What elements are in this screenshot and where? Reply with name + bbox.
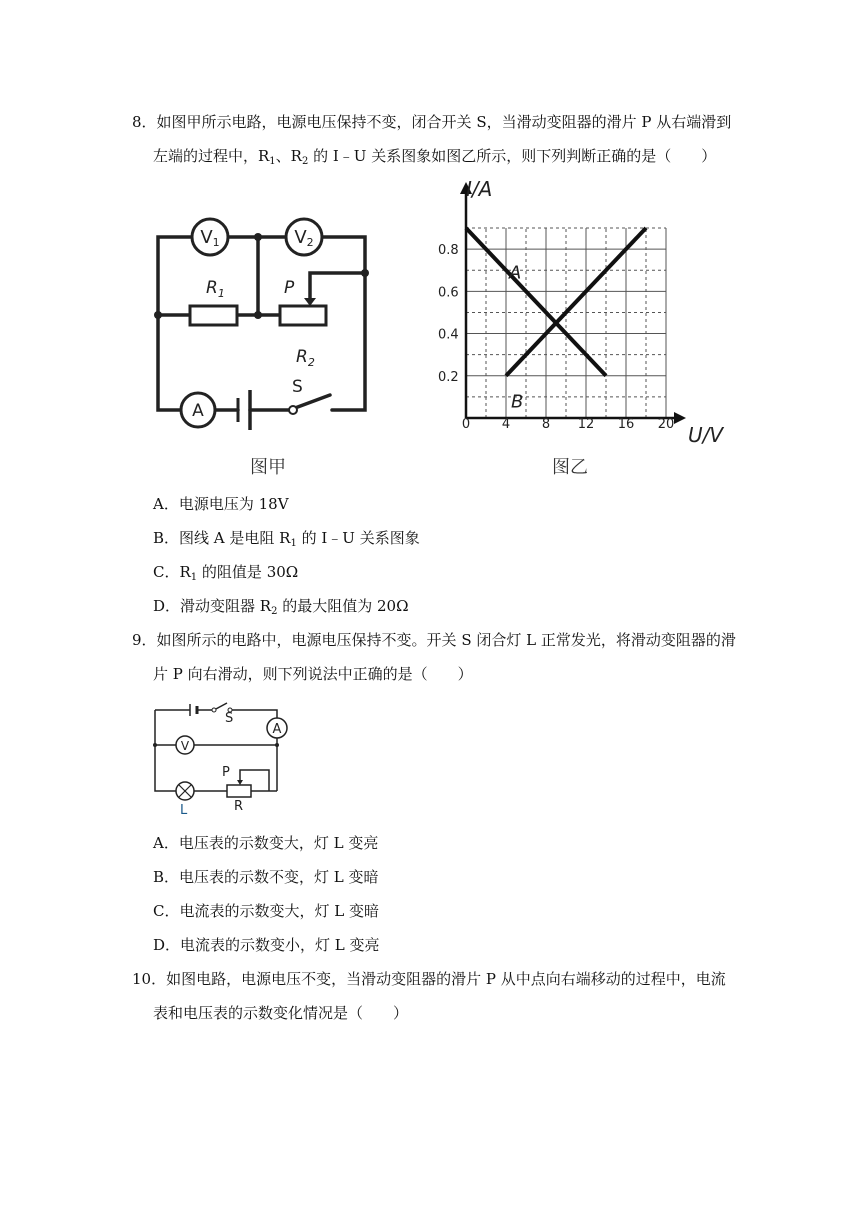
rheostat-label: R xyxy=(234,799,244,814)
q10-line-1: 10．如图电路，电源电压不变，当滑动变阻器的滑片 P 从中点向右端移动的过程中，电流 xyxy=(132,970,726,988)
series-b-label: B xyxy=(511,391,524,413)
figure-caption-a: 图甲 xyxy=(250,457,286,478)
q9-option-a: A．电压表的示数变大，灯 L 变亮 xyxy=(153,834,379,852)
x-axis-arrow xyxy=(674,412,686,424)
chart-tick-labels xyxy=(438,243,674,432)
chart-grid xyxy=(466,228,666,418)
q8-option-d: D．滑动变阻器 $R_2$ 的最大阻值为 20Ω xyxy=(153,597,409,617)
q9-option-d: D．电流表的示数变小，灯 L 变亮 xyxy=(153,936,380,954)
q9-line-1: 9．如图所示的电路中，电源电压保持不变。开关 S 闭合灯 L 正常发光，将滑动变阻器的滑 xyxy=(132,631,736,649)
y-tick-label: 0.6 xyxy=(438,285,459,301)
circuit-diagram-a xyxy=(150,200,380,485)
q9-option-b: B．电压表的示数不变，灯 L 变暗 xyxy=(153,868,379,886)
y-axis-label: I/A xyxy=(466,180,493,201)
q9-line-2: 片 P 向右滑动，则下列说法中正确的是（ ） xyxy=(153,665,473,683)
slider-label: P xyxy=(222,765,230,780)
lamp-label: L xyxy=(180,803,188,818)
chart-series xyxy=(466,228,646,376)
y-tick-label: 0.2 xyxy=(438,369,459,385)
voltmeter-label: V xyxy=(180,739,190,753)
s-label: S xyxy=(292,377,303,397)
iu-chart xyxy=(430,180,740,480)
ammeter-label: A xyxy=(192,401,204,421)
q8-option-b: B．图线 A 是电阻 $R_1$ 的 I﹣U 关系图象 xyxy=(153,529,420,549)
x-tick-label: 12 xyxy=(577,417,595,432)
q8-option-a: A．电源电压为 18V xyxy=(153,495,289,513)
switch-label: S xyxy=(225,711,234,726)
r2-label: $R_2$ xyxy=(296,347,315,369)
q10-line-2: 表和电压表的示数变化情况是（ ） xyxy=(153,1004,409,1022)
q8-option-c: C．$R_1$ 的阻值是 30Ω xyxy=(153,563,299,583)
v1-label: V1 xyxy=(200,227,220,249)
ammeter-label: A xyxy=(272,722,282,737)
y-tick-label: 0.4 xyxy=(438,327,459,343)
circuit-diagram-9 xyxy=(150,700,295,825)
r1-label: $R_1$ xyxy=(206,278,225,300)
q8-line-2: 左端的过程中，$R_1$、$R_2$ 的 I﹣U 关系图象如图乙所示，则下列判断正确的是（ ） xyxy=(153,147,717,167)
x-tick-label: 0 xyxy=(461,417,471,432)
q9-option-c: C．电流表的示数变大，灯 L 变暗 xyxy=(153,902,379,920)
x-tick-label: 20 xyxy=(657,417,675,432)
x-tick-label: 16 xyxy=(617,417,635,432)
series-line-a xyxy=(466,228,606,376)
y-tick-label: 0.8 xyxy=(438,243,459,259)
figure-caption-b: 图乙 xyxy=(552,457,588,478)
v2-label: V2 xyxy=(294,227,314,249)
q8-line-1: 8．如图甲所示电路，电源电压保持不变，闭合开关 S，当滑动变阻器的滑片 P 从右端滑到 xyxy=(132,113,732,131)
x-tick-label: 8 xyxy=(541,417,551,432)
series-a-label: A xyxy=(509,262,522,284)
x-axis-label: U/V xyxy=(688,423,724,447)
x-tick-label: 4 xyxy=(501,417,511,432)
p-label: P xyxy=(284,278,295,298)
series-line-b xyxy=(506,228,646,376)
